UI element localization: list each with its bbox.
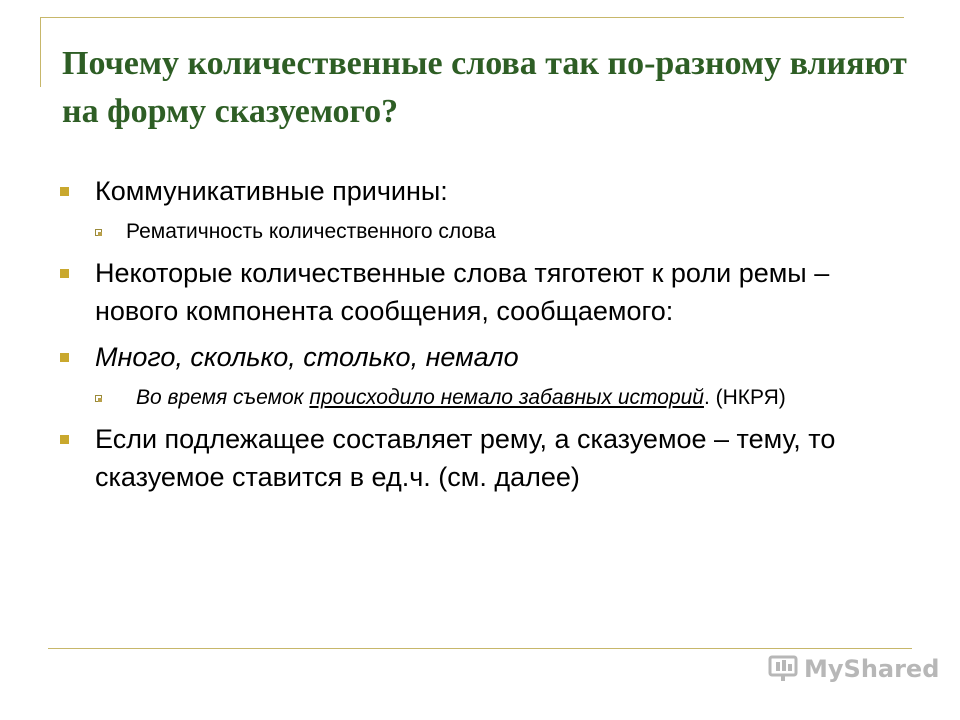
myshared-watermark xyxy=(768,655,939,683)
bullet-item-rheme-role xyxy=(60,254,910,330)
sub-bullet-item-rhematicity xyxy=(60,218,910,246)
example-prefix: Во время съемок xyxy=(136,386,310,409)
frame-top-line xyxy=(40,17,904,18)
square-bullet-icon xyxy=(60,269,69,278)
bullet-item-examples xyxy=(60,338,910,376)
example-sentence xyxy=(126,384,786,412)
slide-title: Почему количественные слова так по-разному влияют на форму сказуемого? xyxy=(62,45,907,130)
bullet-text: Если подлежащее составляет рему, а сказуемое – тему, то сказуемое ставится в ед.ч. (см. далее) xyxy=(95,424,836,492)
square-bullet-icon xyxy=(60,187,69,196)
hollow-square-bullet-icon xyxy=(95,229,102,236)
watermark-text: MyShared xyxy=(804,655,940,683)
bullet-text-italic: Много, сколько, столько, немало xyxy=(95,342,519,372)
hollow-square-bullet-icon xyxy=(95,395,102,402)
example-source: . (НКРЯ) xyxy=(703,386,786,409)
sub-bullet-text: Рематичность количественного слова xyxy=(126,220,496,243)
bullet-text: Коммуникативные причины: xyxy=(95,176,448,206)
square-bullet-icon xyxy=(60,435,69,444)
myshared-logo-icon xyxy=(768,655,798,683)
frame-left-line xyxy=(40,17,41,87)
bullet-item-rule xyxy=(60,420,910,496)
slide-content xyxy=(60,172,910,504)
square-bullet-icon xyxy=(60,353,69,362)
bullet-item-communicative-reasons xyxy=(60,172,910,210)
example-underlined: происходило немало забавных историй xyxy=(309,386,704,409)
bullet-text: Некоторые количественные слова тяготеют к роли ремы – нового компонента сообщения, сообщаемого: xyxy=(95,258,830,326)
frame-bottom-line xyxy=(48,648,912,649)
sub-bullet-item-corpus-example xyxy=(60,384,910,412)
